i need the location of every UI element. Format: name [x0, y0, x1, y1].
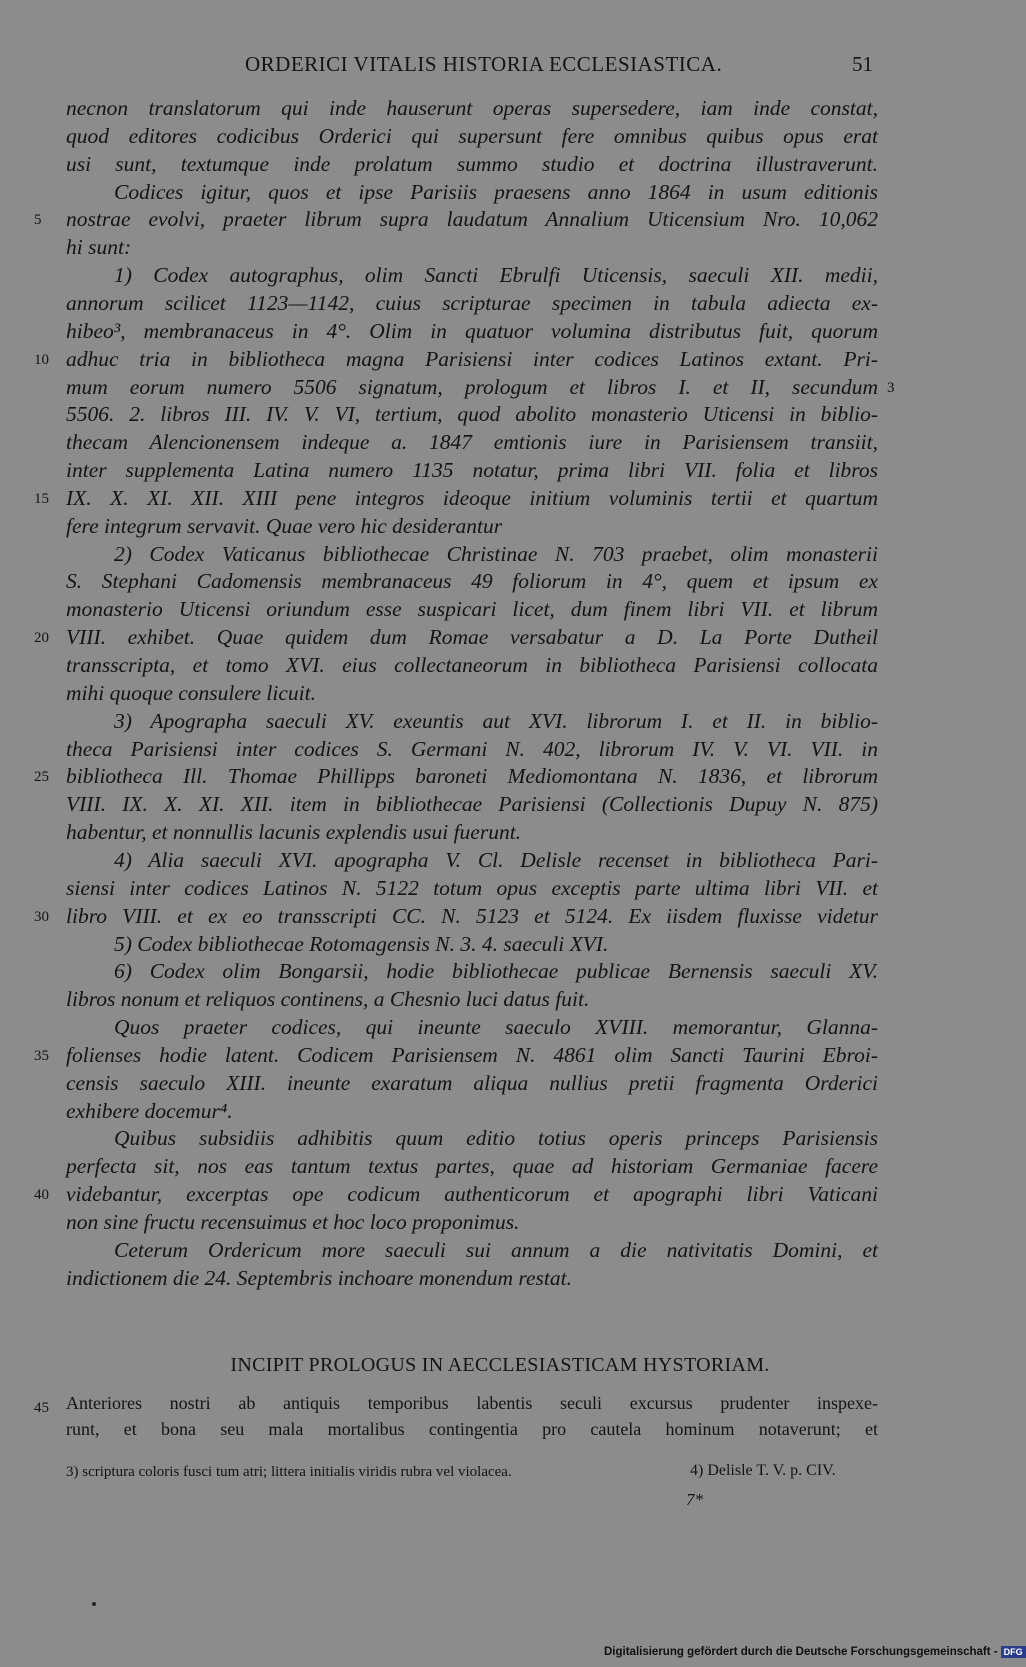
- footnote-3: 3) scriptura coloris fusci tum atri; littera initialis viridis rubra vel violacea.: [66, 1464, 512, 1480]
- running-title: ORDERICI VITALIS HISTORIA ECCLESIASTICA.: [245, 52, 723, 76]
- body-line: siensi inter codices Latinos N. 5122 totum opus exceptis parte ultima libri VII. et: [66, 875, 878, 900]
- line-number: 20: [34, 630, 49, 647]
- body-line: hibeo³, membranaceus in 4°. Olim in quatuor volumina distributus fuit, quorum: [66, 318, 878, 343]
- line-number: 30: [34, 908, 49, 925]
- line-number: 25: [34, 769, 49, 786]
- body-line: folienses hodie latent. Codicem Parisiensem N. 4861 olim Sancti Taurini Ebroi-: [66, 1042, 878, 1067]
- body-line: 3) Apographa saeculi XV. exeuntis aut XVI. librorum I. et II. in biblio-: [114, 708, 878, 733]
- margin-note: 3: [887, 379, 895, 396]
- body-line: 2) Codex Vaticanus bibliothecae Christinae N. 703 praebet, olim monasterii: [114, 541, 878, 566]
- body-line: quod editores codicibus Orderici qui supersunt fere omnibus quibus opus erat: [66, 123, 878, 148]
- body-line: Quibus subsidiis adhibitis quum editio totius operis princeps Parisiensis: [114, 1126, 878, 1151]
- line-number: 35: [34, 1047, 49, 1064]
- digitization-footer: [604, 1646, 1026, 1658]
- body-line: necnon translatorum qui inde hauserunt operas supersedere, iam inde constat,: [66, 96, 878, 120]
- body-line: indictionem die 24. Septembris inchoare monendum restat.: [66, 1265, 572, 1290]
- body-line: mum eorum numero 5506 signatum, prologum et libros I. et II, secundum: [66, 374, 878, 399]
- signature-mark: 7*: [686, 1490, 703, 1509]
- body-line: videbantur, excerptas ope codicum authenticorum et apographi libri Vaticani: [66, 1182, 878, 1207]
- body-line: IX. X. XI. XII. XIII pene integros ideoque initium voluminis tertii et quartum: [66, 485, 878, 510]
- body-line: non sine fructu recensuimus et hoc loco proponimus.: [66, 1210, 520, 1234]
- body-line: thecam Alencionensem indeque a. 1847 emtionis iure in Parisiensem transiit,: [66, 430, 878, 455]
- page-number: 51: [852, 52, 873, 76]
- body-line: perfecta sit, nos eas tantum textus partes, quae ad historiam Germaniae facere: [66, 1154, 878, 1179]
- body-line: habentur, et nonnullis lacunis explendis usui fuerunt.: [66, 820, 522, 845]
- line-number: 5: [34, 212, 42, 229]
- body-line: theca Parisiensi inter codices S. Germani N. 402, librorum IV. V. VI. VII. in: [66, 736, 878, 761]
- body-line: 6) Codex olim Bongarsii, hodie bibliothecae publicae Bernensis saeculi XV.: [114, 959, 878, 984]
- body-line: fere integrum servavit. Quae vero hic desiderantur: [66, 513, 503, 538]
- body-line: 4) Alia saeculi XVI. apographa V. Cl. Delisle recenset in bibliotheca Pari-: [114, 847, 878, 872]
- footnote-4: 4) Delisle T. V. p. CIV.: [690, 1462, 836, 1479]
- body-line: annorum scilicet 1123—1142, cuius scripturae specimen in tabula adiecta ex-: [66, 290, 878, 315]
- body-line: libros nonum et reliquos continens, a Chesnio luci datus fuit.: [66, 987, 590, 1012]
- body-line: S. Stephani Cadomensis membranaceus 49 foliorum in 4°, quem et ipsum ex: [66, 569, 878, 594]
- body-line: nostrae evolvi, praeter librum supra laudatum Annalium Uticensium Nro. 10,062: [66, 207, 878, 232]
- body-line: libro VIII. et ex eo transscripti CC. N. 5123 et 5124. Ex iisdem fluxisse videtur: [66, 903, 878, 928]
- body-line: 5) Codex bibliothecae Rotomagensis N. 3. 4. saeculi XVI.: [114, 931, 609, 956]
- body-line: inter supplementa Latina numero 1135 notatur, prima libri VII. folia et libros: [66, 458, 878, 483]
- body-line: 1) Codex autographus, olim Sancti Ebrulfi Uticensis, saeculi XII. medii,: [114, 263, 878, 288]
- section-heading: INCIPIT PROLOGUS IN AECCLESIASTICAM HYSTORIAM.: [230, 1354, 770, 1376]
- line-number: 45: [34, 1400, 49, 1416]
- body-line: bibliotheca Ill. Thomae Phillipps baroneti Mediomontana N. 1836, et librorum: [66, 764, 878, 789]
- footer-text: Digitalisierung gefördert durch die Deutsche Forschungsgemeinschaft -: [604, 1646, 998, 1659]
- line-number: 40: [34, 1187, 49, 1204]
- body-line: hi sunt:: [66, 235, 132, 260]
- body-line: censis saeculo XIII. ineunte exaratum aliqua nullius pretii fragmenta Orderici: [66, 1070, 878, 1095]
- line-number: 10: [34, 351, 49, 368]
- prologue-line: Anteriores nostri ab antiquis temporibus labentis seculi excursus prudenter inspexe-: [66, 1393, 878, 1413]
- body-line: adhuc tria in bibliotheca magna Parisiensi inter codices Latinos extant. Pri-: [66, 346, 878, 371]
- body-line: Ceterum Ordericum more saeculi sui annum a die nativitatis Domini, et: [114, 1237, 878, 1262]
- prologue-line: runt, et bona seu mala mortalibus contingentia pro cautela hominum notaverunt; et: [66, 1419, 878, 1439]
- body-line: Codices igitur, quos et ipse Parisiis praesens anno 1864 in usum editionis: [114, 179, 878, 204]
- body-line: exhibere docemur⁴.: [66, 1098, 233, 1123]
- body-line: monasterio Uticensi oriundum esse suspicari licet, dum finem libri VII. et librum: [66, 597, 878, 622]
- body-line: transscripta, et tomo XVI. eius collectaneorum in bibliotheca Parisiensi collocata: [66, 653, 878, 677]
- body-line: Quos praeter codices, qui ineunte saeculo XVIII. memorantur, Glanna-: [114, 1015, 878, 1040]
- body-line: VIII. exhibet. Quae quidem dum Romae versabatur a D. La Porte Dutheil: [66, 625, 878, 650]
- body-line: VIII. IX. X. XI. XII. item in bibliothecae Parisiensi (Collectionis Dupuy N. 875): [66, 792, 878, 817]
- dfg-logo-icon: DFG: [1001, 1646, 1026, 1658]
- line-number: 15: [34, 490, 49, 507]
- running-header: [0, 52, 1000, 82]
- body-line: usi sunt, textumque inde prolatum summo studio et doctrina illustraverunt.: [66, 151, 878, 176]
- body-line: mihi quoque consulere licuit.: [66, 680, 316, 705]
- body-line: 5506. 2. libros III. IV. V. VI, tertium, quod abolito monasterio Uticensi in biblio-: [66, 402, 878, 427]
- speck: [92, 1602, 96, 1606]
